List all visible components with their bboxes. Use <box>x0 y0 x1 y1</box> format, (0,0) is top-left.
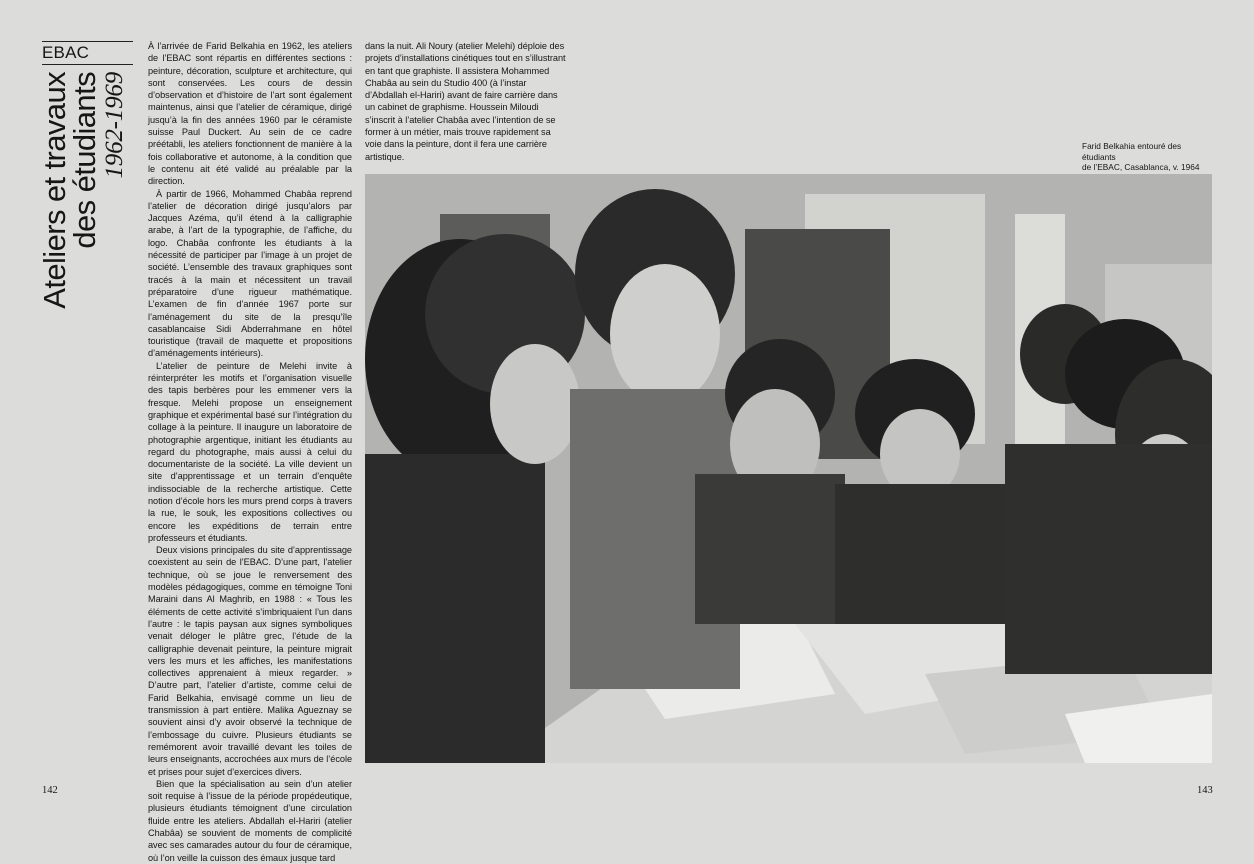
chapter-title-line-2: des étudiants <box>67 72 102 249</box>
caption-line: Farid Belkahia entouré des étudiants <box>1082 141 1182 162</box>
top-rule <box>42 41 133 42</box>
caption-line: de l’EBAC, Casablanca, v. 1964 <box>1082 162 1200 172</box>
chapter-title-line-1: Ateliers et travaux <box>37 72 72 309</box>
paragraph: Deux visions principales du site d’apprentissage coexistent au sein de l’EBAC. D’une part, l’atelier technique, où se joue le renversement des modèles pédagogiques, comme en témoigne Toni Maraini dans Al Maghrib, en 1988 : « Tous les éléments de cette activité s’imbriquaient l’un dans l’autre : le tapis paysan aux signes symboliques venait déloger le plâtre grec, l’étude de la calligraphie devenait peinture, la peinture migrait vers les murs et les affiches, les manifestations collectives apprenaient à mieux regarder. » D’autre part, l’atelier d’artiste, comme celui de Farid Belkahia, envisagé comme un lieu de transmission à part entière. Malika Agueznay se souvient ainsi d’y avoir observé la technique de l’embossage du cuivre. Plusieurs étudiants se remémorent avoir travaillé devant les toiles de leurs enseignants, accrochées aux murs de l’école et prises pour sujet d’exercices divers. <box>148 545 352 777</box>
photo-caption <box>1082 141 1217 173</box>
text-column-1 <box>148 40 352 864</box>
photo-illustration <box>365 174 1212 763</box>
page-number-left: 142 <box>42 785 58 796</box>
section-label: EBAC <box>42 43 90 62</box>
paragraph: À partir de 1966, Mohammed Chabâa reprend l’atelier de décoration dirigé jusqu’alors par Jacques Azéma, qu’il étend à la calligraphie arabe, à l’art de la typographie, de l’affiche, du logo. Chabâa confronte les étudiants à la nécessité de participer par l’image à un projet de société. L’ensemble des travaux graphiques sont tracés à la main et nécessitent un travail préparatoire d’une rigueur mathématique. L’examen de fin d’année 1967 porte sur l’aménagement du site de la presqu’île casablancaise Sidi Abderrahmane en hôtel touristique (travail de maquette et propositions d’aménagements intérieurs). <box>148 188 352 359</box>
paragraph: dans la nuit. Ali Noury (atelier Melehi) déploie des projets d’installations cinétiques tout en s’illustrant en tant que graphiste. Il assistera Mohammed Chabâa au sein du Studio 400 (à l’instar d’Abdallah el-Hariri) avant de faire carrière dans un cabinet de graphisme. Houssein Miloudi s’inscrit à l’atelier Chabâa avec l’intention de se former à un métier, mais trouve rapidement sa voie dans la peinture, dont il fera une carrière artistique. <box>365 41 566 162</box>
paragraph: Bien que la spécialisation au sein d’un atelier soit requise à l’issue de la période propédeutique, plusieurs étudiants témoignent d’une circulation fluide entre les ateliers. Abdallah el-Hariri (atelier Chabâa) se souvient de moments de complicité avec ses camarades autour du four de céramique, où l’on veille la cuisson des émaux jusque tard <box>148 778 352 863</box>
text-column-2 <box>365 40 567 163</box>
chapter-title-block <box>37 72 136 342</box>
black-and-white-photograph <box>365 174 1212 763</box>
paragraph: L’atelier de peinture de Melehi invite à réinterpréter les motifs et l’organisation visuelle des tapis berbères pour les emmener vers la fresque. Melehi propose un enseignement graphique et expérimental basé sur l’intégration du collage à la peinture. Il inaugure un laboratoire de photographie argentique, initiant les étudiants au regard du photographe, mais aussi à celui du documentariste de la société. La ville devient un site d’apprentissage et un terrain d’enquête indissociable de la recherche artistique. Cette notion d’école hors les murs prend corps à travers la rue, le souk, les expositions collectives ou encore les expéditions de terrain entre professeurs et étudiants. <box>148 360 352 543</box>
paragraph: À l’arrivée de Farid Belkahia en 1962, les ateliers de l’EBAC sont répartis en différentes sections : peinture, décoration, sculpture et architecture, qui sont conservées. Les cours de dessin d’observation et d’histoire de l’art sont également maintenus, ainsi que l’atelier de céramique, dirigé jusqu’à la fin des années 1960 par le céramiste suisse Paul Duckert. Au sein de ce cadre préétabli, les ateliers fonctionnent de manière à la fois collaborative et autonome, à la condition que le contenu ait été validé au préalable par la direction. <box>148 41 352 187</box>
chapter-years: 1962-1969 <box>101 72 128 179</box>
page-number-right: 143 <box>1197 785 1213 796</box>
bottom-rule <box>42 64 133 65</box>
